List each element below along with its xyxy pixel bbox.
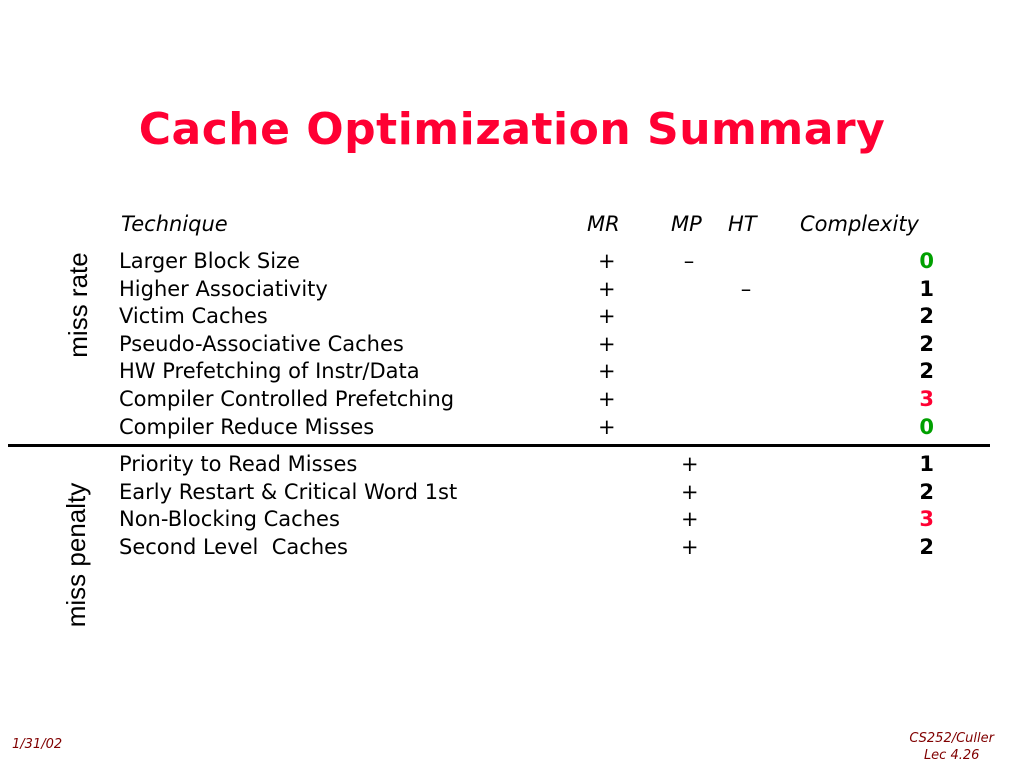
- table-row: [0, 304, 1024, 332]
- technique-cell: Early Restart & Critical Word 1st: [119, 479, 458, 504]
- section-divider: [8, 444, 990, 447]
- complexity-cell: 0: [919, 414, 934, 439]
- table-row: [0, 415, 1024, 443]
- technique-cell: Compiler Reduce Misses: [119, 414, 375, 439]
- side-label-miss-penalty: miss penalty: [61, 482, 91, 628]
- footer-date: 1/31/02: [12, 737, 63, 752]
- mr-cell: +: [598, 359, 616, 384]
- technique-cell: Higher Associativity: [119, 276, 328, 301]
- table-row: [0, 535, 1024, 563]
- footer-lecture: Lec 4.26: [923, 748, 980, 763]
- header-technique: Technique: [121, 212, 228, 236]
- header-mp: MP: [671, 212, 702, 236]
- complexity-cell: 2: [919, 304, 934, 329]
- mp-cell: +: [681, 507, 699, 532]
- slide-title: Cache Optimization Summary: [138, 104, 886, 155]
- mp-cell: +: [681, 452, 699, 476]
- footer-course: CS252/Culler: [909, 731, 994, 746]
- complexity-cell: 2: [919, 534, 934, 559]
- complexity-cell: 3: [919, 507, 934, 532]
- mr-cell: +: [598, 304, 616, 329]
- technique-cell: Second Level Caches: [119, 534, 348, 559]
- mr-cell: +: [598, 414, 616, 439]
- complexity-cell: 1: [919, 452, 934, 476]
- header-complexity: Complexity: [800, 212, 919, 236]
- technique-cell: Victim Caches: [119, 304, 268, 329]
- mp-cell: –: [683, 249, 695, 273]
- complexity-cell: 2: [919, 359, 934, 384]
- table-row: [0, 480, 1024, 508]
- table-row: [0, 332, 1024, 360]
- table-row: [0, 452, 1024, 480]
- technique-cell: HW Prefetching of Instr/Data: [119, 359, 420, 384]
- ht-cell: –: [740, 276, 752, 301]
- header-mr: MR: [587, 212, 620, 236]
- table-row: [0, 277, 1024, 305]
- mp-cell: +: [681, 534, 699, 559]
- technique-cell: Larger Block Size: [119, 249, 300, 273]
- mp-cell: +: [681, 479, 699, 504]
- technique-cell: Non-Blocking Caches: [119, 507, 340, 532]
- complexity-cell: 3: [919, 387, 934, 411]
- table-row: [0, 387, 1024, 415]
- technique-cell: Pseudo-Associative Caches: [119, 331, 404, 356]
- side-label-miss-rate: miss rate: [63, 252, 93, 358]
- complexity-cell: 0: [919, 249, 934, 273]
- footer-course-info: [909, 730, 994, 764]
- mr-cell: +: [598, 249, 616, 273]
- complexity-cell: 2: [919, 331, 934, 356]
- table-row: [0, 507, 1024, 535]
- header-ht: HT: [728, 212, 757, 236]
- complexity-cell: 1: [919, 276, 934, 301]
- mr-cell: +: [598, 331, 616, 356]
- mr-cell: +: [598, 387, 616, 411]
- technique-cell: Compiler Controlled Prefetching: [119, 387, 455, 411]
- complexity-cell: 2: [919, 479, 934, 504]
- table-row: [0, 249, 1024, 277]
- mr-cell: +: [598, 276, 616, 301]
- technique-cell: Priority to Read Misses: [119, 452, 358, 476]
- table-row: [0, 359, 1024, 387]
